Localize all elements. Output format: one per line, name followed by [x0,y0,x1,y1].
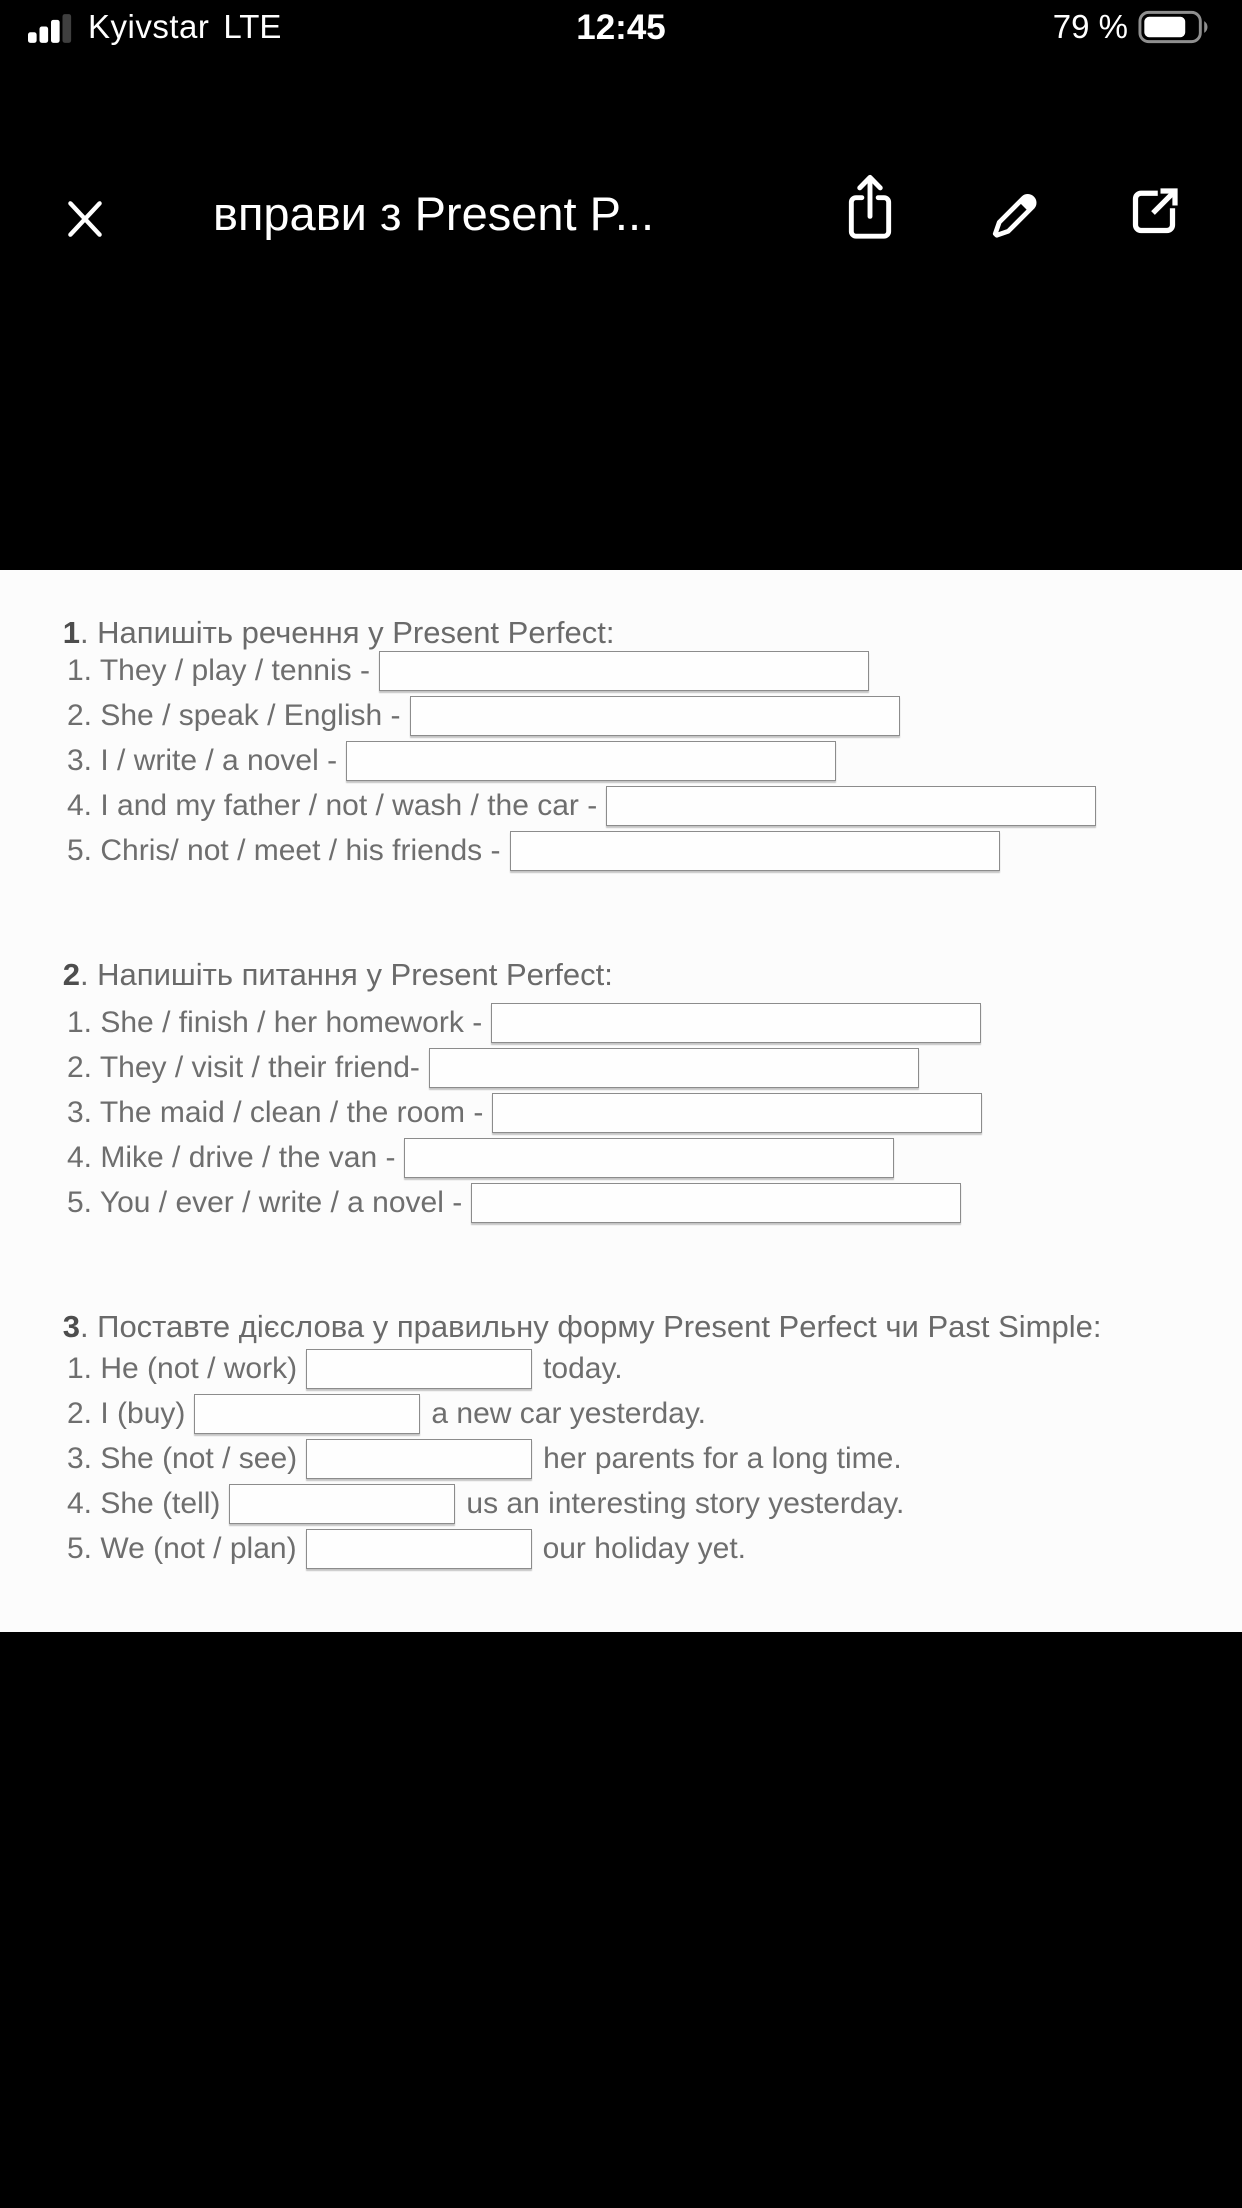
answer-input[interactable] [379,651,869,691]
answer-input[interactable] [492,1093,982,1133]
exercise-item-row [67,1090,1242,1135]
exercise-item-row [67,1135,1242,1180]
answer-input[interactable] [346,741,836,781]
exercise-item-row [67,1346,1242,1391]
item-after-label: us an interesting story yesterday. [466,1486,905,1520]
exercise-item-row [67,738,1242,783]
exercise-item-row [67,1180,1242,1225]
exercise-item-row [67,1481,1242,1526]
document-title: вправи з Present P... [213,187,655,240]
answer-input[interactable] [491,1003,981,1043]
item-label: 1. He (not / work) [67,1351,298,1385]
item-label: 1. She / finish / her homework - [67,1005,483,1039]
item-after-label: a new car yesterday. [431,1396,706,1430]
section-number: 3 [62,1309,80,1344]
answer-input[interactable] [306,1529,532,1569]
section-2-items [0,1000,1242,1225]
item-label: 1. They / play / tennis - [67,653,370,687]
section-number: 2 [62,957,80,992]
item-label: 3. I / write / a novel - [67,743,338,777]
answer-input[interactable] [471,1183,961,1223]
answer-input[interactable] [229,1484,455,1524]
clock-label: 12:45 [576,8,666,47]
status-right-group [1053,8,1212,46]
network-type-label: LTE [223,8,282,45]
answer-input[interactable] [510,831,1000,871]
answer-input[interactable] [306,1349,532,1389]
answer-input[interactable] [404,1138,894,1178]
exercise-item-row [67,1526,1242,1571]
answer-input[interactable] [410,696,900,736]
open-in-new-icon[interactable] [1124,182,1184,242]
item-after-label: our holiday yet. [542,1531,747,1565]
section-number: 1 [62,615,80,650]
close-icon[interactable] [60,194,110,244]
item-label: 3. The maid / clean / the room - [67,1095,484,1129]
document-page [0,570,1242,1632]
section-heading-text: . Напишіть речення у Present Perfect: [79,615,615,650]
status-bar [0,0,1242,62]
exercise-item-row [67,1045,1242,1090]
exercise-item-row [67,783,1242,828]
carrier-label: Kyivstar [88,8,210,45]
share-icon[interactable] [842,170,898,244]
exercise-item-row [67,1436,1242,1481]
section-heading-text: . Напишіть питання у Present Perfect: [79,957,613,992]
answer-input[interactable] [194,1394,420,1434]
section-3-items [0,1346,1242,1571]
app-header [0,70,1242,240]
item-label: 2. They / visit / their friend- [67,1050,420,1084]
exercise-item-row [67,648,1242,693]
exercise-item-row [67,1391,1242,1436]
item-label: 2. I (buy) [67,1396,186,1430]
answer-input[interactable] [306,1439,532,1479]
item-label: 4. I and my father / not / wash / the car - [67,788,598,822]
item-label: 4. She (tell) [67,1486,221,1520]
item-label: 2. She / speak / English - [67,698,401,732]
section-1-items [0,648,1242,873]
section-heading-text: . Поставте дієслова у правильну форму Present Perfect чи Past Simple: [79,1309,1102,1344]
item-label: 5. Chris/ not / meet / his friends - [67,833,501,867]
item-label: 4. Mike / drive / the van - [67,1140,396,1174]
item-label: 5. We (not / plan) [67,1531,297,1565]
item-after-label: today. [543,1351,623,1385]
item-label: 3. She (not / see) [67,1441,298,1475]
exercise-item-row [67,693,1242,738]
battery-percent-label: 79 % [1052,8,1128,45]
edit-pencil-icon[interactable] [982,182,1042,242]
exercise-item-row [67,1000,1242,1045]
item-label: 5. You / ever / write / a novel - [67,1185,463,1219]
exercise-item-row [67,828,1242,873]
item-after-label: her parents for a long time. [543,1441,902,1475]
battery-icon [1138,10,1212,44]
answer-input[interactable] [429,1048,919,1088]
answer-input[interactable] [606,786,1096,826]
